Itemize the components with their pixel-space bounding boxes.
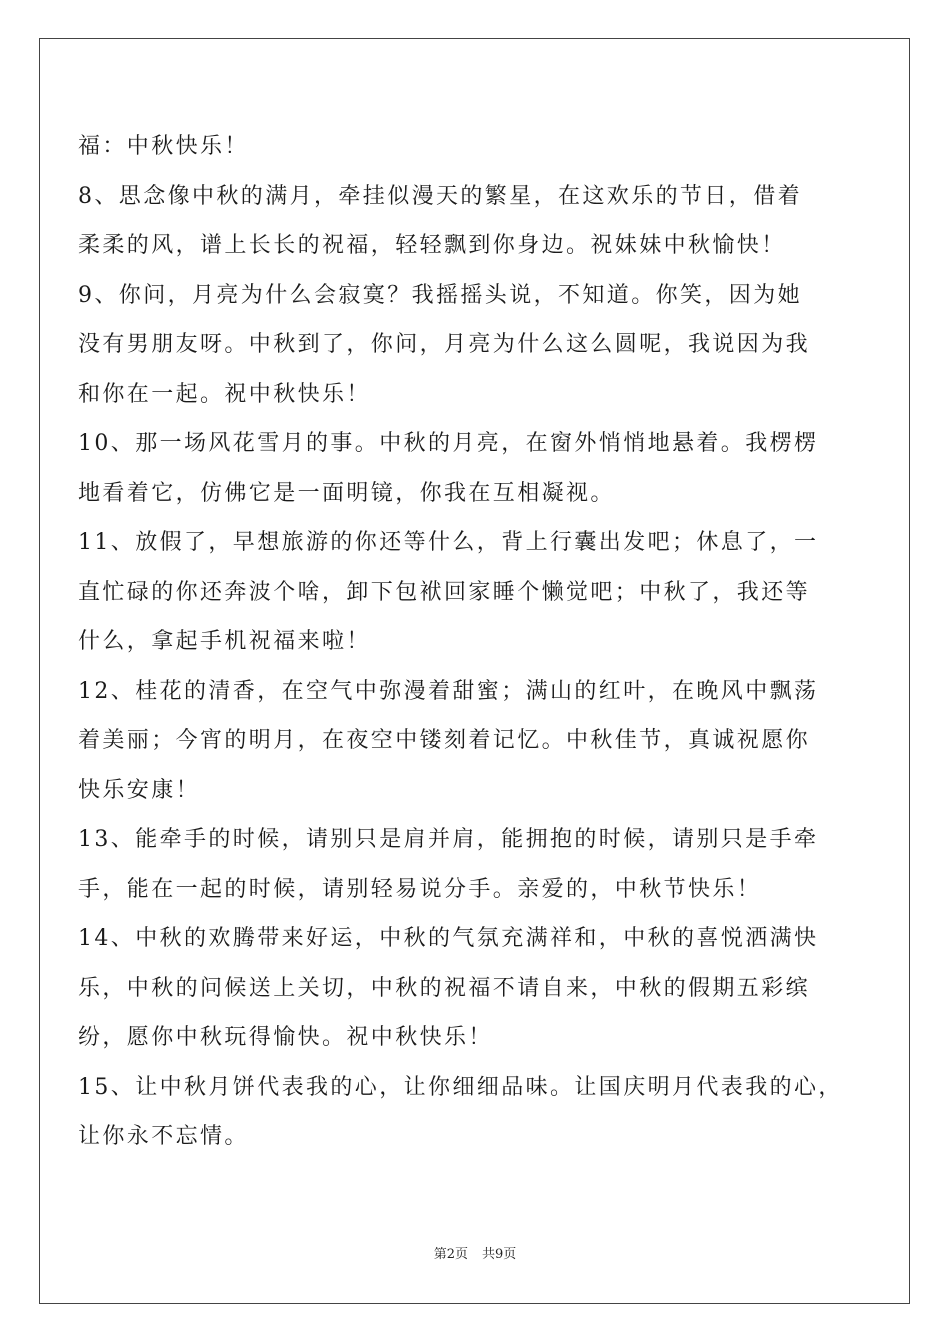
text-line: 11、放假了，早想旅游的你还等什么，背上行囊出发吧；休息了，一 — [78, 530, 819, 555]
text-line: 直忙碌的你还奔波个啥，卸下包袱回家睡个懒觉吧；中秋了，我还等 — [78, 579, 811, 605]
text-line: 快乐安康！ — [78, 777, 201, 803]
text-line: 和你在一起。祝中秋快乐！ — [78, 381, 371, 407]
text-line: 纷，愿你中秋玩得愉快。祝中秋快乐！ — [78, 1025, 493, 1050]
page-number: 第2页 — [433, 1247, 468, 1262]
text-line: 地看着它，仿佛它是一面明镜，你我在互相凝视。 — [78, 480, 615, 506]
text-line: 8、思念像中秋的满月，牵挂似漫天的繁星，在这欢乐的节日，借着 — [78, 183, 802, 209]
text-line: 13、能牵手的时候，请别只是肩并肩，能拥抱的时候，请别只是手牵 — [78, 827, 819, 852]
text-line: 12、桂花的清香，在空气中弥漫着甜蜜；满山的红叶，在晚风中飘荡 — [78, 678, 819, 704]
text-line: 10、那一场风花雪月的事。中秋的月亮，在窗外悄悄地悬着。我楞楞 — [78, 431, 819, 456]
text-line: 着美丽；今宵的明月，在夜空中镂刻着记忆。中秋佳节，真诚祝愿你 — [78, 728, 811, 753]
text-line: 福：中秋快乐！ — [78, 134, 249, 159]
page-total: 共9页 — [482, 1247, 517, 1262]
text-line: 15、让中秋月饼代表我的心，让你细细品味。让国庆明月代表我的心， — [78, 1074, 843, 1100]
text-line: 没有男朋友呀。中秋到了，你问，月亮为什么这么圆呢，我说因为我 — [78, 332, 811, 357]
page-footer — [0, 1246, 950, 1264]
text-line: 柔柔的风，谱上长长的祝福，轻轻飘到你身边。祝妹妹中秋愉快！ — [78, 233, 786, 258]
text-line: 手，能在一起的时候，请别轻易说分手。亲爱的，中秋节快乐！ — [78, 876, 762, 902]
text-line: 乐，中秋的问候送上关切，中秋的祝福不请自来，中秋的假期五彩缤 — [78, 975, 811, 1001]
text-line: 9、你问，月亮为什么会寂寞？我摇摇头说，不知道。你笑，因为她 — [78, 282, 802, 308]
document-body — [78, 122, 843, 1162]
text-line: 14、中秋的欢腾带来好运，中秋的气氛充满祥和，中秋的喜悦洒满快 — [78, 926, 819, 951]
text-line: 什么，拿起手机祝福来啦！ — [78, 629, 371, 654]
text-line: 让你永不忘情。 — [78, 1124, 249, 1149]
